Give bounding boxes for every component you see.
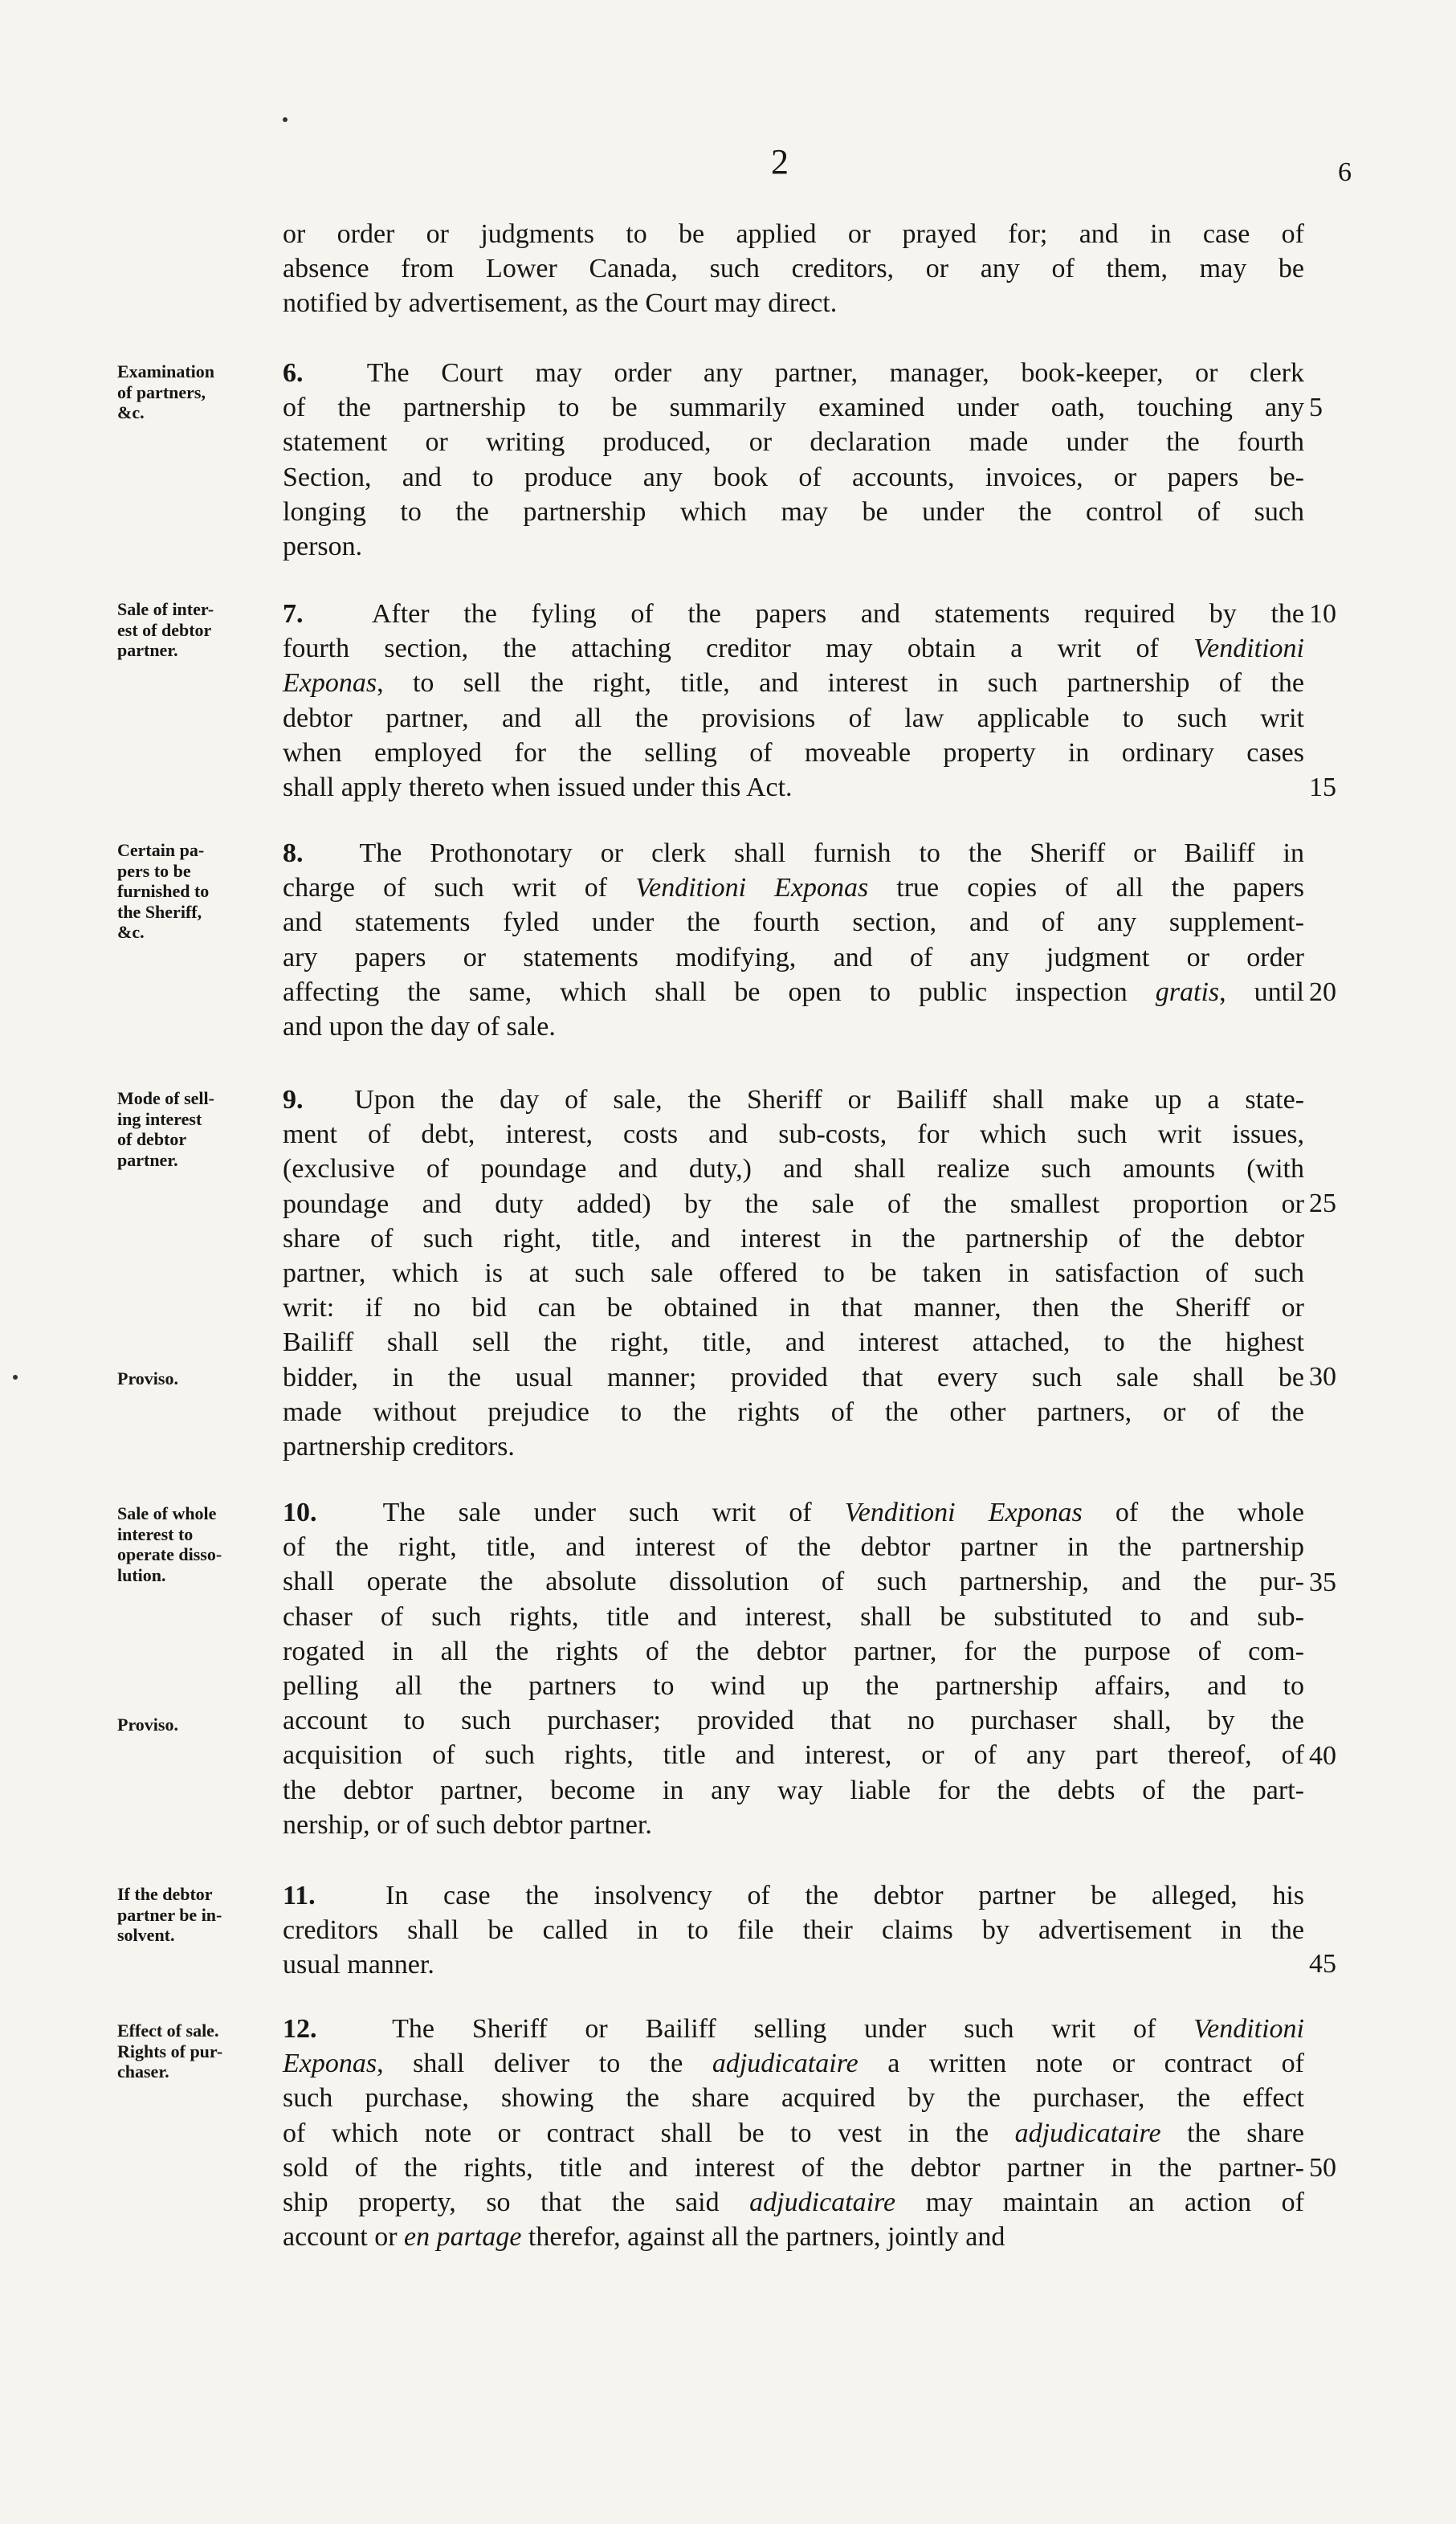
text-line: ment of debt, interest, costs and sub-costs, for which such writ issues, xyxy=(283,1119,1304,1150)
margin-line: operate disso- xyxy=(117,1544,222,1564)
margin-line: the Sheriff, xyxy=(117,901,202,922)
line-number: 30 xyxy=(1309,1362,1336,1392)
section-11 xyxy=(283,1878,1304,1983)
margin-note-insolvent xyxy=(117,1884,278,1946)
margin-line: partner be in- xyxy=(117,1904,222,1925)
line-number: 35 xyxy=(1309,1568,1336,1597)
section-number: 7. xyxy=(283,599,304,629)
text-line: Exponas, to sell the right, title, and interest in such partnership of the xyxy=(283,668,1304,699)
text-line: pelling all the partners to wind up the partnership affairs, and to xyxy=(283,1671,1304,1702)
section-6 xyxy=(283,356,1304,564)
margin-note-effect-of-sale xyxy=(117,2020,278,2082)
line-number: 10 xyxy=(1309,599,1336,629)
margin-line: solvent. xyxy=(117,1925,175,1945)
section-7 xyxy=(283,597,1304,805)
text-line: 7. After the fyling of the papers and statements required by the xyxy=(283,599,1305,629)
section-9 xyxy=(283,1083,1304,1464)
text-line: notified by advertisement, as the Court may direct. xyxy=(283,288,838,319)
text-line: absence from Lower Canada, such creditors, or any of them, may be xyxy=(283,254,1304,284)
margin-line: of debtor xyxy=(117,1129,187,1149)
section-number: 10. xyxy=(283,1498,317,1527)
line-number: 20 xyxy=(1309,977,1336,1007)
margin-line: Certain pa- xyxy=(117,840,205,860)
margin-line: chaser. xyxy=(117,2061,169,2082)
text-line: account or en partage therefor, against all the partners, jointly and xyxy=(283,2222,1005,2253)
margin-line: Proviso. xyxy=(117,1715,178,1735)
text-line: 10. The sale under such writ of Venditioni Exponas of the whole xyxy=(283,1498,1305,1527)
text-line: when employed for the selling of moveable property in ordinary cases xyxy=(283,737,1304,768)
text-line: chaser of such rights, title and interest, shall be substituted to and sub- xyxy=(283,1601,1304,1632)
text-line: longing to the partnership which may be under the control of such xyxy=(283,496,1304,527)
margin-line: Rights of pur- xyxy=(117,2041,223,2061)
margin-line: Sale of whole xyxy=(117,1503,217,1523)
margin-line: of partners, xyxy=(117,381,206,402)
section-number: 9. xyxy=(283,1085,304,1115)
text-line: made without prejudice to the rights of the other partners, or of the xyxy=(283,1397,1304,1427)
text-line: partnership creditors. xyxy=(283,1432,515,1462)
margin-line: &c. xyxy=(117,402,145,422)
margin-line: furnished to xyxy=(117,881,210,901)
text-line: fourth section, the attaching creditor may obtain a writ of Venditioni xyxy=(283,634,1304,664)
margin-note-proviso xyxy=(117,1715,278,1735)
margin-line: Examination xyxy=(117,361,215,381)
section-number: 11. xyxy=(283,1881,316,1910)
ink-speck xyxy=(13,1375,18,1380)
text-line: share of such right, title, and interest in the partnership of the debtor xyxy=(283,1223,1304,1254)
text-line: debtor partner, and all the provisions of law applicable to such writ xyxy=(283,703,1304,733)
text-line: such purchase, showing the share acquired by the purchaser, the effect xyxy=(283,2083,1304,2114)
text-line: acquisition of such rights, title and interest, or of any part thereof, of xyxy=(283,1740,1304,1771)
text-line: Exponas, shall deliver to the adjudicataire a written note or contract of xyxy=(283,2049,1304,2079)
margin-line: Proviso. xyxy=(117,1368,178,1388)
text-line: creditors shall be called in to file their claims by advertisement in the xyxy=(283,1915,1304,1946)
line-number: 25 xyxy=(1309,1189,1336,1218)
text-line: poundage and duty added) by the sale of the smallest proportion or xyxy=(283,1189,1304,1219)
margin-line: If the debtor xyxy=(117,1884,213,1904)
text-line: bidder, in the usual manner; provided that every such sale shall be xyxy=(283,1362,1304,1392)
section-number: 12. xyxy=(283,2014,317,2044)
text-line: 11. In case the insolvency of the debtor partner be alleged, his xyxy=(283,1881,1305,1910)
text-line: statement or writing produced, or declaration made under the fourth xyxy=(283,427,1304,458)
section-12 xyxy=(283,2012,1304,2254)
corner-mark: 6 xyxy=(1338,157,1352,187)
text-line: writ: if no bid can be obtained in that manner, then the Sheriff or xyxy=(283,1293,1304,1323)
intro-paragraph xyxy=(283,217,1304,321)
text-line: the debtor partner, become in any way liable for the debts of the part- xyxy=(283,1775,1304,1805)
margin-line: est of debtor xyxy=(117,619,212,640)
margin-line: partner. xyxy=(117,1149,178,1170)
section-number: 6. xyxy=(283,358,304,388)
margin-line: &c. xyxy=(117,922,145,942)
ink-speck xyxy=(283,117,288,122)
text-line: 12. The Sheriff or Bailiff selling under such writ of Venditioni xyxy=(283,2014,1304,2044)
text-line: charge of such writ of Venditioni Exponas true copies of all the papers xyxy=(283,873,1305,903)
margin-line: ing interest xyxy=(117,1108,202,1129)
text-line: partner, which is at such sale offered to be taken in satisfaction of such xyxy=(283,1258,1304,1289)
text-line: and upon the day of sale. xyxy=(283,1012,556,1042)
margin-note-mode-of-selling xyxy=(117,1088,278,1170)
line-number: 40 xyxy=(1309,1741,1336,1771)
text-line: Bailiff shall sell the right, title, and interest attached, to the highest xyxy=(283,1327,1304,1358)
text-line: account to such purchaser; provided that no purchaser shall, by the xyxy=(283,1706,1304,1736)
text-line: 6. The Court may order any partner, manager, book-keeper, or clerk xyxy=(283,358,1305,388)
text-line: and statements fyled under the fourth section, and of any supplement- xyxy=(283,907,1304,938)
margin-note-papers-furnished xyxy=(117,840,278,943)
section-8 xyxy=(283,836,1304,1044)
margin-note-proviso xyxy=(117,1368,278,1389)
text-line: ship property, so that the said adjudicataire may maintain an action of xyxy=(283,2188,1305,2218)
text-line: or order or judgments to be applied or prayed for; and in case of xyxy=(283,219,1304,249)
line-number: 50 xyxy=(1309,2153,1336,2183)
margin-note-examination xyxy=(117,361,278,423)
line-number: 15 xyxy=(1309,773,1336,802)
margin-line: Mode of sell- xyxy=(117,1088,214,1108)
text-line: nership, or of such debtor partner. xyxy=(283,1809,652,1840)
text-line: of which note or contract shall be to vest in the adjudicataire the share xyxy=(283,2118,1304,2148)
text-line: shall apply thereto when issued under this Act. xyxy=(283,773,793,803)
page-number: 2 xyxy=(771,142,789,181)
text-line: usual manner. xyxy=(283,1950,434,1980)
text-line: Section, and to produce any book of accounts, invoices, or papers be- xyxy=(283,462,1304,492)
text-line: (exclusive of poundage and duty,) and shall realize such amounts (with xyxy=(283,1154,1304,1185)
text-line: shall operate the absolute dissolution of such partnership, and the pur- xyxy=(283,1567,1304,1597)
margin-line: partner. xyxy=(117,640,178,660)
text-line: sold of the rights, title and interest of the debtor partner in the partner- xyxy=(283,2152,1304,2183)
text-line: person. xyxy=(283,532,363,562)
margin-line: pers to be xyxy=(117,860,191,881)
text-line: of the right, title, and interest of the debtor partner in the partnership xyxy=(283,1532,1304,1563)
margin-note-sale-of-interest xyxy=(117,599,278,661)
text-line: 8. The Prothonotary or clerk shall furnish to the Sheriff or Bailiff in xyxy=(283,838,1304,868)
text-line: 9. Upon the day of sale, the Sheriff or Bailiff shall make up a state- xyxy=(283,1085,1304,1115)
margin-line: Sale of inter- xyxy=(117,599,214,619)
margin-line: interest to xyxy=(117,1523,194,1544)
line-number: 45 xyxy=(1309,1949,1336,1979)
line-number: 5 xyxy=(1309,393,1323,422)
margin-line: lution. xyxy=(117,1564,166,1585)
margin-note-dissolution xyxy=(117,1503,278,1585)
section-10 xyxy=(283,1495,1304,1842)
section-number: 8. xyxy=(283,838,304,868)
text-line: rogated in all the rights of the debtor partner, for the purpose of com- xyxy=(283,1636,1304,1666)
text-line: of the partnership to be summarily examined under oath, touching any xyxy=(283,393,1304,423)
text-line: affecting the same, which shall be open to public inspection gratis, until xyxy=(283,977,1304,1007)
margin-line: Effect of sale. xyxy=(117,2020,219,2041)
text-line: ary papers or statements modifying, and of any judgment or order xyxy=(283,942,1304,972)
